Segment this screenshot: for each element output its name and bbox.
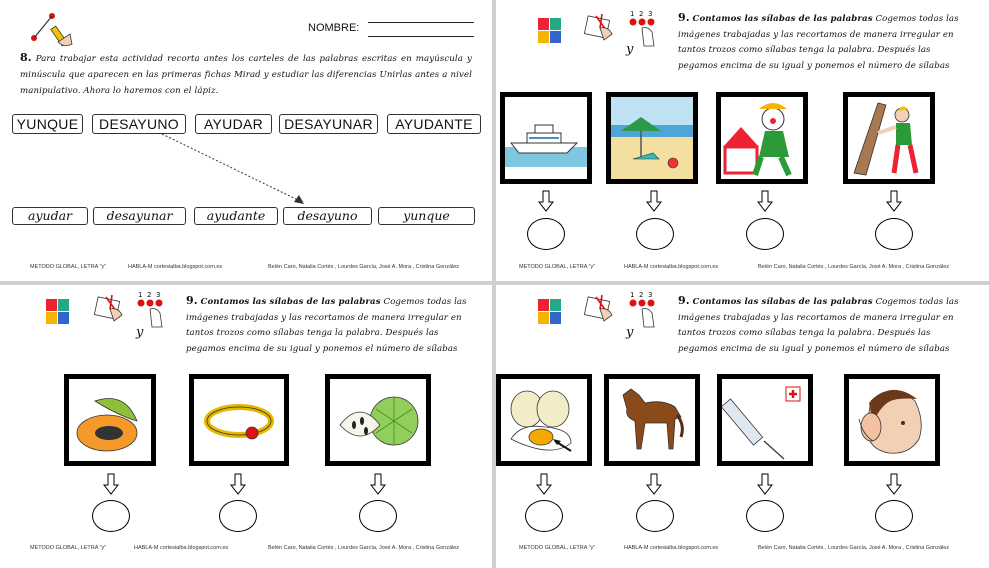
down-arrow-icon — [103, 473, 119, 495]
instruction-text: Cogemos todas las imágenes trabajadas y las recortamos de manera irregular en tantos trozos como sílabas tenga la palabra. Después las pegamos encima de su igual y ponemos el número de sílabas — [186, 297, 467, 354]
footer-mid: HABLA-M cortesialba.blogspot.com.es — [624, 264, 719, 270]
syllable-count-circle[interactable] — [746, 218, 784, 250]
puzzle-icon — [536, 16, 564, 46]
syllable-count-circle[interactable] — [875, 218, 913, 250]
footer-right: Belén Caro, Natalia Cortés , Lourdes García, José A. Mora , Cristina González — [758, 264, 950, 270]
upper-word-card[interactable]: DESAYUNAR — [279, 114, 378, 134]
hand-scissors-icon — [92, 293, 126, 323]
svg-text:1: 1 — [630, 10, 635, 18]
clown-icon — [721, 97, 803, 179]
down-arrow-icon — [538, 190, 554, 212]
down-arrow-icon — [886, 190, 902, 212]
footer-left: METODO GLOBAL, LETRA "y" — [30, 264, 107, 270]
worksheet-8 — [0, 0, 492, 281]
svg-text:1: 1 — [138, 291, 143, 299]
svg-text:1: 1 — [630, 291, 635, 299]
footer-left: METODO GLOBAL, LETRA "y" — [519, 545, 596, 551]
syllable-count-circle[interactable] — [359, 500, 397, 532]
footer-mid: HABLA-M cortesialba.blogspot.com.es — [134, 545, 229, 551]
listening-face-icon — [849, 379, 935, 461]
exercise-number: 9. — [186, 294, 198, 307]
puzzle-icon — [536, 297, 564, 327]
exercise-number: 9. — [678, 11, 690, 24]
instruction-text: Para trabajar esta actividad recorta antes los carteles de las palabras escritas en mayúscula y minúscula que aparecen en las primeras fichas Mirad y estudiar las diferencias Unirlas antes a nivel manipulativo. Ahora lo haremos con el lápiz. — [20, 54, 472, 96]
footer-left: METODO GLOBAL, LETRA "y" — [519, 264, 596, 270]
exercise-9-instruction — [678, 293, 968, 357]
egg-yolk-icon — [501, 379, 587, 461]
upper-word-card[interactable]: AYUDANTE — [387, 114, 481, 134]
picture-oye — [844, 374, 940, 466]
exercise-title: Contamos las sílabas de las palabras — [200, 297, 381, 307]
bracelet-icon — [194, 379, 284, 461]
exercise-number: 9. — [678, 294, 690, 307]
custard-apple-icon — [330, 379, 426, 461]
svg-text:3: 3 — [648, 291, 653, 299]
down-arrow-icon — [370, 473, 386, 495]
footer-right: Belén Caro, Natalia Cortés , Lourdes García, José A. Mora , Cristina González — [268, 264, 460, 270]
picture-empujar — [843, 92, 935, 184]
syllable-count-circle[interactable] — [636, 218, 674, 250]
syllable-count-circle[interactable] — [219, 500, 257, 532]
down-arrow-icon — [757, 190, 773, 212]
lower-word-card[interactable]: yunque — [378, 207, 475, 225]
exercise-9-instruction — [186, 293, 470, 357]
footer-right: Belén Caro, Natalia Cortés , Lourdes García, José A. Mora , Cristina González — [758, 545, 950, 551]
papaya-icon — [69, 379, 151, 461]
picture-pulsera — [189, 374, 289, 466]
down-arrow-icon — [536, 473, 552, 495]
counting-hand-icon — [136, 289, 172, 331]
footer-right: Belén Caro, Natalia Cortés , Lourdes García, José A. Mora , Cristina González — [268, 545, 460, 551]
down-arrow-icon — [230, 473, 246, 495]
syringe-icon — [722, 379, 808, 461]
picture-playa — [606, 92, 698, 184]
letter-y: y — [626, 42, 634, 57]
footer-left: METODO GLOBAL, LETRA "y" — [30, 545, 107, 551]
horse-icon — [609, 379, 695, 461]
name-label: NOMBRE: — [308, 22, 360, 34]
svg-text:2: 2 — [639, 291, 644, 299]
example-dotted-arrow — [158, 132, 308, 208]
name-line-1[interactable] — [368, 22, 474, 23]
counting-hand-icon — [628, 289, 664, 331]
exercise-number: 8. — [20, 51, 32, 64]
picture-chirimoya — [325, 374, 431, 466]
beach-icon — [611, 97, 693, 179]
letter-y: y — [626, 325, 634, 340]
name-line-2[interactable] — [368, 36, 474, 37]
push-icon — [848, 97, 930, 179]
picture-papaya — [64, 374, 156, 466]
exercise-9-instruction — [678, 10, 968, 74]
picture-yate — [500, 92, 592, 184]
upper-word-card[interactable]: YUNQUE — [12, 114, 83, 134]
boat-icon — [505, 97, 587, 179]
upper-word-card[interactable]: AYUDAR — [195, 114, 272, 134]
svg-text:3: 3 — [156, 291, 161, 299]
worksheet-9-a — [496, 0, 989, 281]
exercise-8-instruction — [20, 50, 472, 99]
syllable-count-circle[interactable] — [525, 500, 563, 532]
down-arrow-icon — [646, 473, 662, 495]
lower-word-card[interactable]: desayuno — [283, 207, 372, 225]
pencil-dots-icon — [28, 8, 76, 50]
picture-yema — [496, 374, 592, 466]
picture-inyeccion — [717, 374, 813, 466]
syllable-count-circle[interactable] — [527, 218, 565, 250]
syllable-count-circle[interactable] — [92, 500, 130, 532]
down-arrow-icon — [757, 473, 773, 495]
hand-scissors-icon — [582, 293, 616, 323]
exercise-title: Contamos las sílabas de las palabras — [692, 297, 873, 307]
worksheet-9-b — [0, 285, 492, 568]
down-arrow-icon — [886, 473, 902, 495]
letter-y: y — [136, 325, 144, 340]
picture-yegua — [604, 374, 700, 466]
hand-scissors-icon — [582, 12, 616, 42]
svg-text:2: 2 — [147, 291, 152, 299]
counting-hand-icon — [628, 8, 664, 50]
syllable-count-circle[interactable] — [875, 500, 913, 532]
lower-word-card[interactable]: ayudar — [12, 207, 88, 225]
svg-text:2: 2 — [639, 10, 644, 18]
syllable-count-circle[interactable] — [746, 500, 784, 532]
picture-payaso — [716, 92, 808, 184]
worksheet-9-c — [496, 285, 989, 568]
svg-text:3: 3 — [648, 10, 653, 18]
instruction-text: Cogemos todas las imágenes trabajadas y las recortamos de manera irregular en tantos trozos como sílabas tenga la palabra. Después las pegamos encima de su igual y ponemos el número de sílabas — [678, 297, 959, 354]
upper-word-card[interactable]: DESAYUNO — [92, 114, 186, 134]
down-arrow-icon — [646, 190, 662, 212]
instruction-text: Cogemos todas las imágenes trabajadas y las recortamos de manera irregular en tantos trozos como sílabas tenga la palabra. Después las pegamos encima de su igual y ponemos el número de sílabas — [678, 14, 959, 71]
footer-mid: HABLA-M cortesialba.blogspot.com.es — [624, 545, 719, 551]
syllable-count-circle[interactable] — [636, 500, 674, 532]
puzzle-icon — [44, 297, 72, 327]
lower-word-card[interactable]: desayunar — [93, 207, 186, 225]
exercise-title: Contamos las sílabas de las palabras — [692, 14, 873, 24]
footer-mid: HABLA-M cortesialba.blogspot.com.es — [128, 264, 223, 270]
lower-word-card[interactable]: ayudante — [194, 207, 278, 225]
